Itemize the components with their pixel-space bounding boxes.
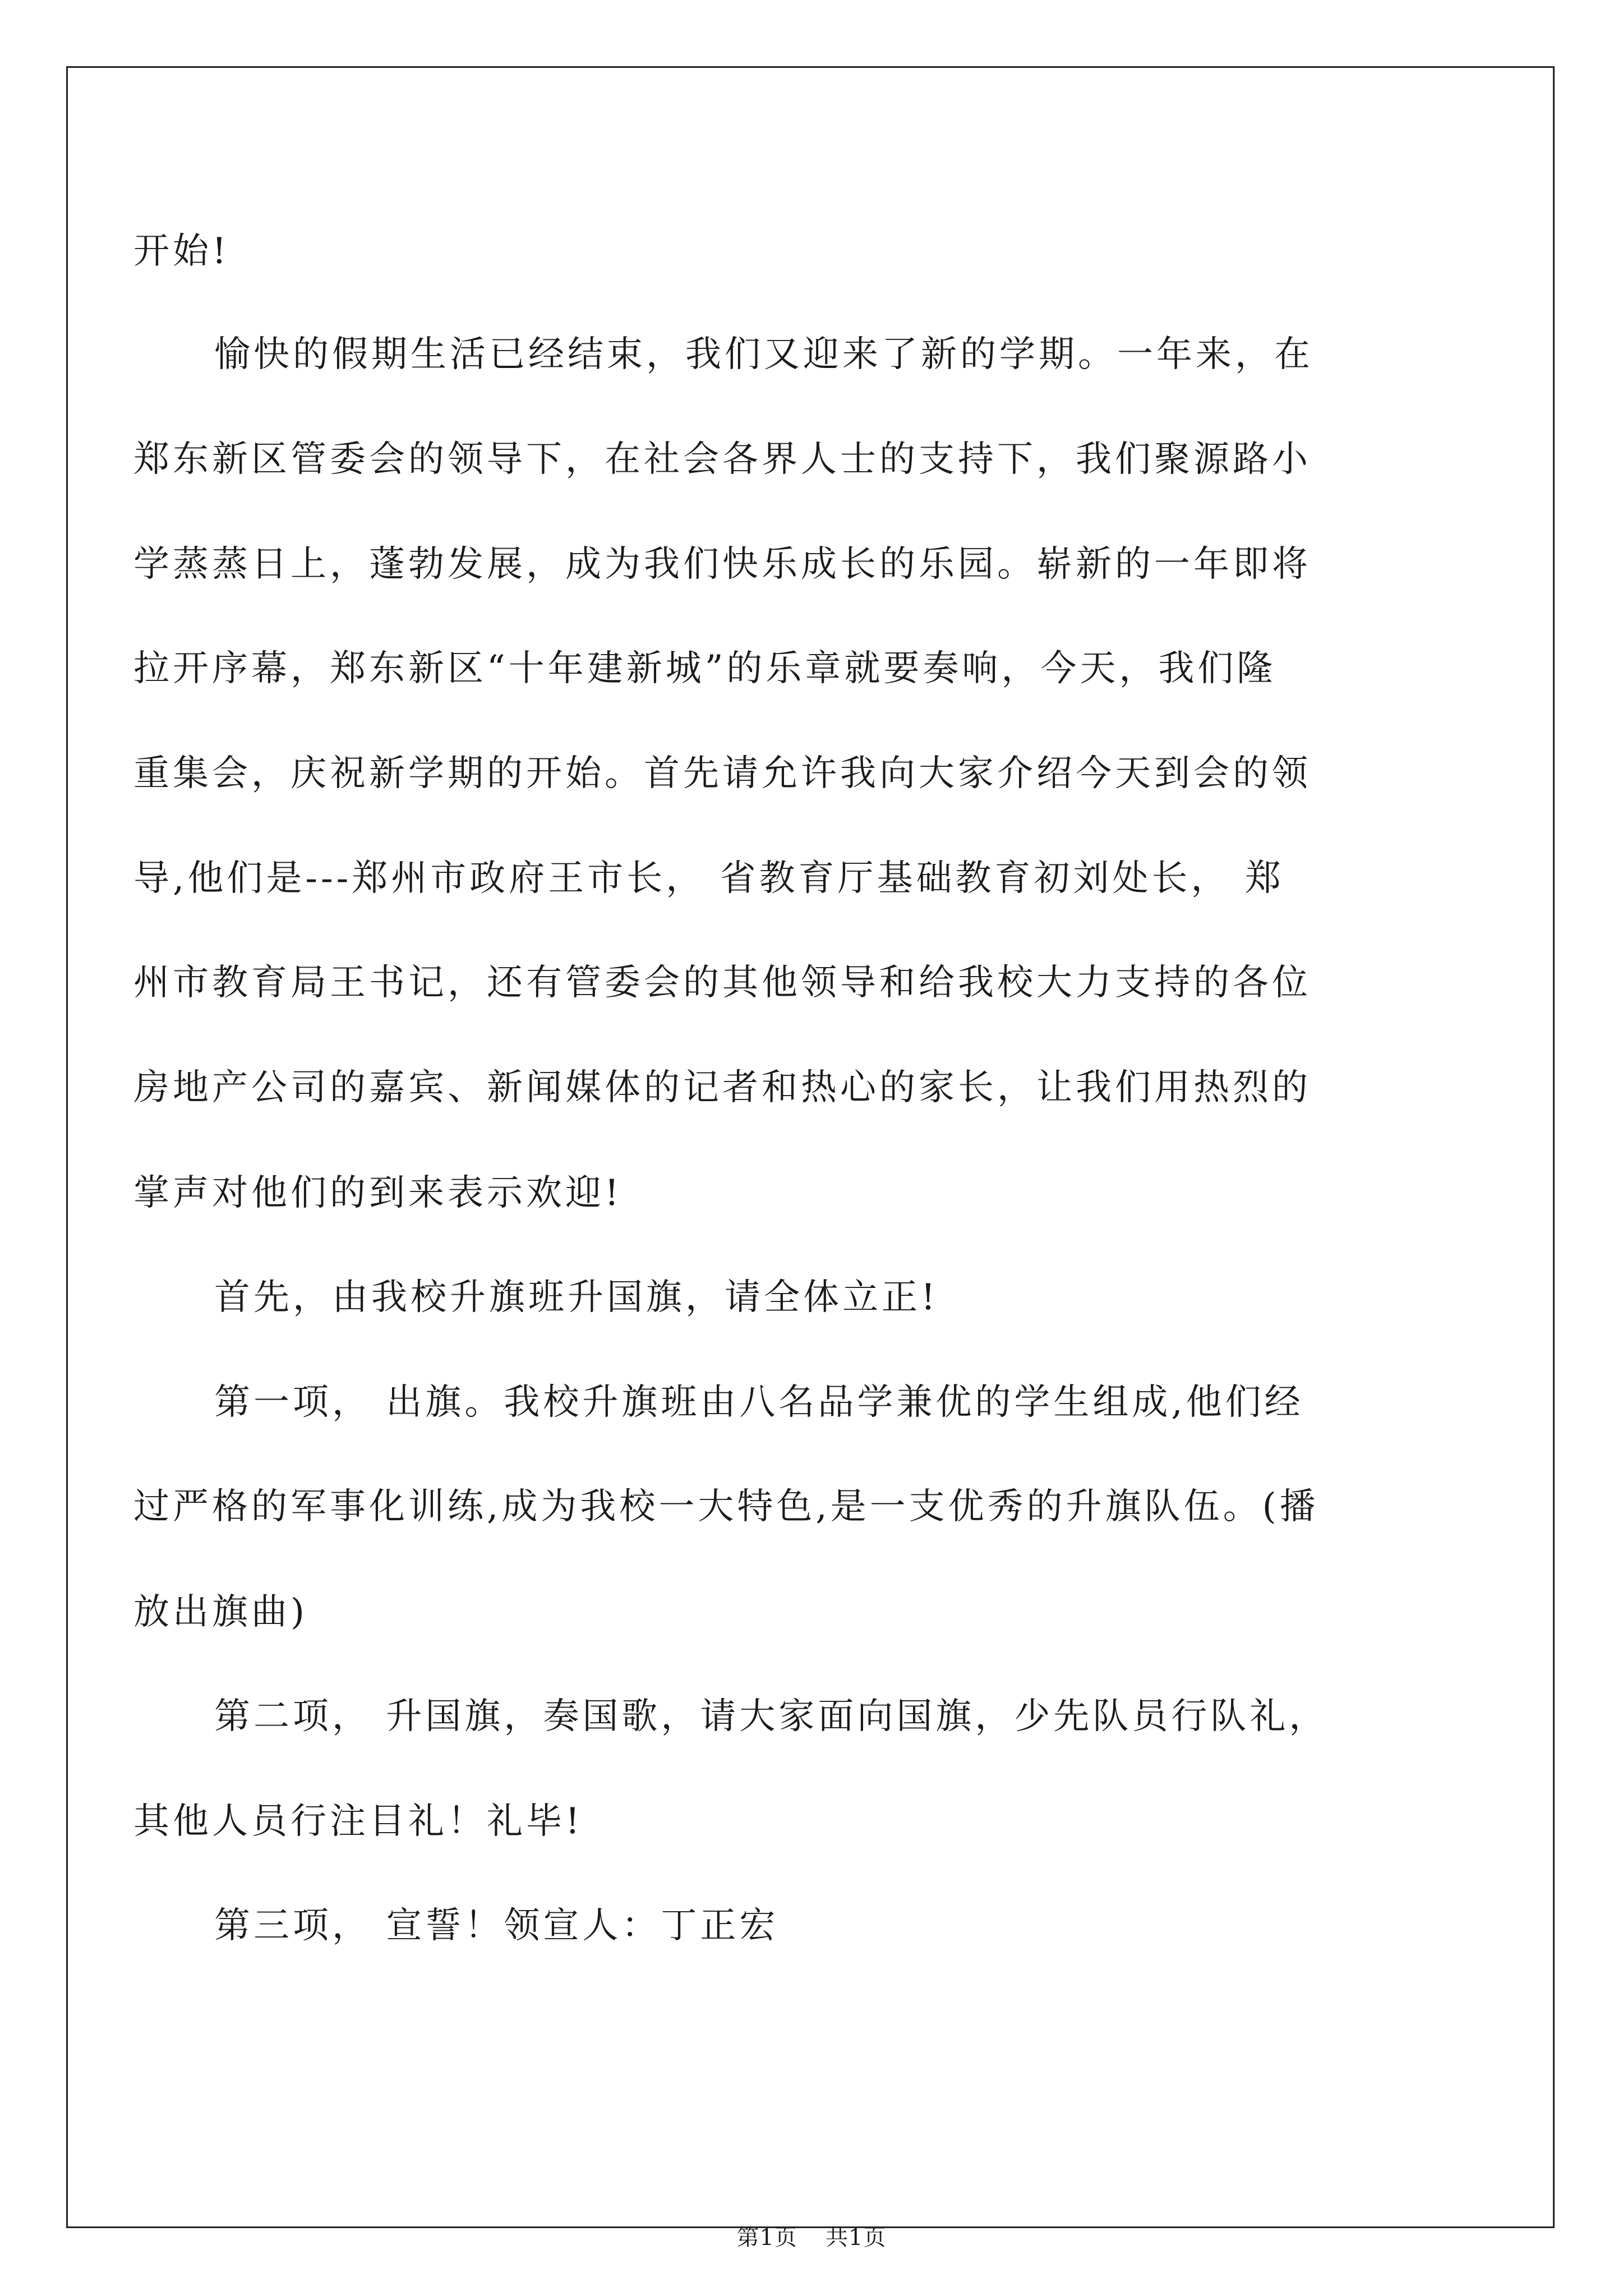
text-line-5: 拉开序幕，郑东新区“十年建新城”的乐章就要奏响，今天，我们隆 (133, 648, 1276, 689)
text-line-2: 愉快的假期生活已经结束，我们又迎来了新的学期。一年来，在 (214, 334, 1313, 375)
text-line-12: 第一项， 出旗。我校升旗班由八名品学兼优的学生组成,他们经 (214, 1382, 1304, 1423)
text-line-10: 掌声对他们的到来表示欢迎! (133, 1172, 623, 1214)
text-line-17: 第三项， 宣誓！领宣人：丁正宏 (214, 1905, 779, 1947)
text-line-3: 郑东新区管委会的领导下，在社会各界人士的支持下，我们聚源路小 (133, 439, 1311, 480)
page-number-current: 第1页 (736, 2225, 797, 2251)
text-line-6: 重集会，庆祝新学期的开始。首先请允许我向大家介绍今天到会的领 (133, 753, 1311, 794)
text-line-7: 导,他们是---郑州市政府王市长， 省教育厅基础教育初刘处长， 郑 (133, 858, 1284, 899)
page-border (66, 66, 1555, 2228)
text-line-4: 学蒸蒸日上，蓬勃发展，成为我们快乐成长的乐园。崭新的一年即将 (133, 544, 1311, 585)
text-line-15: 第二项， 升国旗，奏国歌，请大家面向国旗，少先队员行队礼， (214, 1696, 1329, 1737)
page-footer (0, 2224, 1623, 2251)
text-line-1: 开始! (133, 231, 230, 272)
text-line-16: 其他人员行注目礼！礼毕! (133, 1801, 583, 1842)
text-line-9: 房地产公司的嘉宾、新闻媒体的记者和热心的家长，让我们用热烈的 (133, 1067, 1311, 1108)
text-line-14: 放出旗曲) (133, 1591, 308, 1633)
text-line-8: 州市教育局王书记，还有管委会的其他领导和给我校大力支持的各位 (133, 962, 1311, 1004)
page-number-total: 共1页 (826, 2225, 887, 2251)
text-line-13: 过严格的军事化训练,成为我校一大特色,是一支优秀的升旗队伍。(播 (133, 1486, 1319, 1527)
text-line-11: 首先，由我校升旗班升国旗，请全体立正! (214, 1277, 939, 1318)
